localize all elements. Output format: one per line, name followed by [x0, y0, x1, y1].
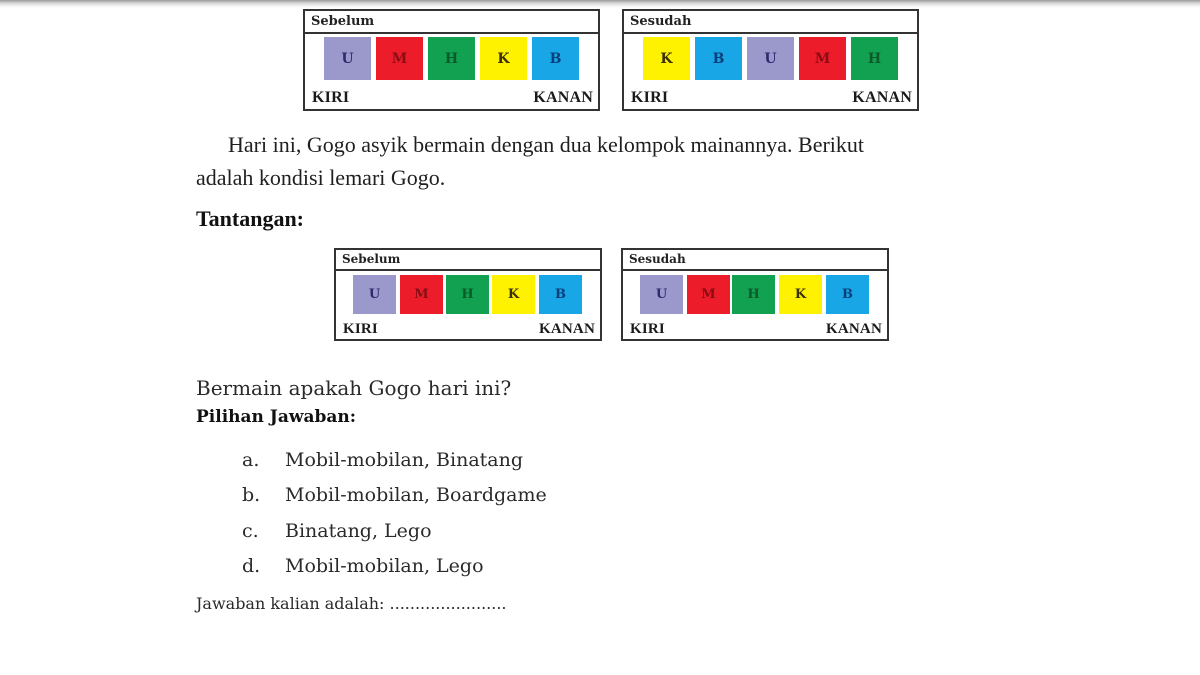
- example-before-shelf: [303, 9, 600, 111]
- option-text-d[interactable]: Mobil-mobilan, Lego: [285, 555, 484, 577]
- left-label: KIRI: [630, 321, 665, 337]
- tile-U: U: [747, 37, 794, 80]
- tile-M: M: [687, 275, 730, 314]
- option-text-a[interactable]: Mobil-mobilan, Binatang: [285, 449, 524, 471]
- choices-heading: Pilihan Jawaban:: [196, 407, 357, 427]
- tile-M: M: [400, 275, 443, 314]
- option-letter-b: b.: [242, 484, 261, 506]
- tile-B: B: [532, 37, 579, 80]
- right-label: KANAN: [539, 321, 595, 337]
- tile-K: K: [643, 37, 690, 80]
- tile-U: U: [324, 37, 371, 80]
- option-letter-c: c.: [242, 520, 259, 542]
- option-text-b[interactable]: Mobil-mobilan, Boardgame: [285, 484, 547, 506]
- top-edge-shadow: [0, 0, 1200, 8]
- option-letter-a: a.: [242, 449, 260, 471]
- tile-H: H: [446, 275, 489, 314]
- tile-H: H: [851, 37, 898, 80]
- option-letter-d: d.: [242, 555, 261, 577]
- challenge-after-shelf: [621, 248, 889, 341]
- tile-M: M: [799, 37, 846, 80]
- tile-M: M: [376, 37, 423, 80]
- left-label: KIRI: [312, 89, 350, 106]
- tile-B: B: [695, 37, 742, 80]
- shelf-title: Sebelum: [336, 250, 600, 271]
- question-text: Bermain apakah Gogo hari ini?: [196, 376, 512, 400]
- answer-prompt[interactable]: Jawaban kalian adalah: .......................: [196, 594, 507, 613]
- example-after-shelf: [622, 9, 919, 111]
- tile-U: U: [640, 275, 683, 314]
- challenge-before-shelf: [334, 248, 602, 341]
- right-label: KANAN: [826, 321, 882, 337]
- tile-H: H: [428, 37, 475, 80]
- intro-paragraph-line-2: adalah kondisi lemari Gogo.: [196, 165, 446, 190]
- left-label: KIRI: [343, 321, 378, 337]
- tile-B: B: [539, 275, 582, 314]
- right-label: KANAN: [533, 89, 593, 106]
- tile-K: K: [492, 275, 535, 314]
- option-text-c[interactable]: Binatang, Lego: [285, 520, 432, 542]
- tile-H: H: [732, 275, 775, 314]
- right-label: KANAN: [852, 89, 912, 106]
- intro-paragraph-line-1: Hari ini, Gogo asyik bermain dengan dua kelompok mainannya. Berikut: [228, 132, 865, 157]
- shelf-title: Sesudah: [624, 11, 917, 34]
- tile-K: K: [480, 37, 527, 80]
- shelf-title: Sebelum: [305, 11, 598, 34]
- shelf-title: Sesudah: [623, 250, 887, 271]
- tile-B: B: [826, 275, 869, 314]
- tile-K: K: [779, 275, 822, 314]
- challenge-heading: Tantangan:: [196, 206, 305, 231]
- tile-U: U: [353, 275, 396, 314]
- left-label: KIRI: [631, 89, 669, 106]
